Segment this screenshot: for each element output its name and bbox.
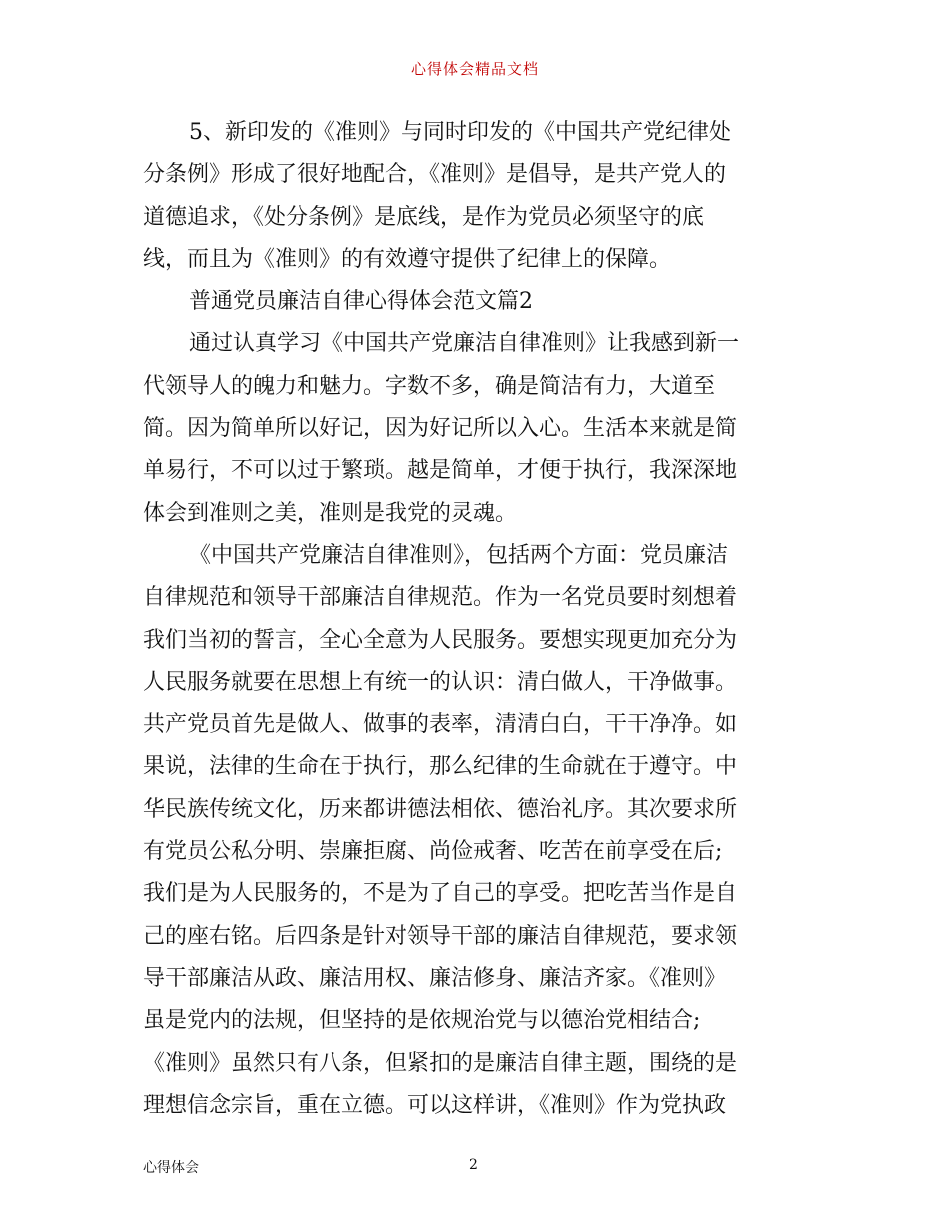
footer-label: 心得体会 <box>143 1160 199 1176</box>
body-line: 共产党员首先是做人、做事的表率，清清白白，干干净净。如 <box>143 712 738 738</box>
body-line: 体会到准则之美，准则是我党的灵魂。 <box>143 500 518 526</box>
body-line: 我们当初的誓言，全心全意为人民服务。要想实现更加充分为 <box>143 627 738 653</box>
body-line: 简。因为简单所以好记，因为好记所以入心。生活本来就是简 <box>143 416 738 442</box>
section-heading: 普通党员廉洁自律心得体会范文篇2 <box>189 289 533 315</box>
body-line: 线，而且为《准则》的有效遵守提供了纪律上的保障。 <box>143 246 672 272</box>
body-line: 《准则》虽然只有八条，但紧扣的是廉洁自律主题，围绕的是 <box>143 1050 738 1076</box>
body-line: 虽是党内的法规，但坚持的是依规治党与以德治党相结合; <box>143 1008 701 1034</box>
body-line: 通过认真学习《中国共产党廉洁自律准则》让我感到新一 <box>189 331 740 357</box>
body-line: 分条例》形成了很好地配合，《准则》是倡导，是共产党人的 <box>143 162 727 188</box>
document-header-title: 心得体会精品文档 <box>410 60 539 78</box>
body-line: 《中国共产党廉洁自律准则》，包括两个方面：党员廉洁 <box>189 542 729 568</box>
body-line: 有党员公私分明、崇廉拒腐、尚俭戒奢、吃苦在前享受在后; <box>143 839 723 865</box>
body-line: 华民族传统文化，历来都讲德法相依、德治礼序。其次要求所 <box>143 796 738 822</box>
document-body <box>143 112 813 1127</box>
body-line: 果说，法律的生命在于执行，那么纪律的生命就在于遵守。中 <box>143 754 738 780</box>
body-line: 我们是为人民服务的，不是为了自己的享受。把吃苦当作是自 <box>143 881 738 907</box>
body-line: 5、新印发的《准则》与同时印发的《中国共产党纪律处 <box>189 120 731 145</box>
body-line: 代领导人的魄力和魅力。字数不多，确是简洁有力，大道至 <box>143 373 716 399</box>
body-line: 人民服务就要在思想上有统一的认识：清白做人，干净做事。 <box>143 669 738 695</box>
body-line: 单易行，不可以过于繁琐。越是简单，才便于执行，我深深地 <box>143 458 738 484</box>
page-number: 2 <box>469 1157 478 1173</box>
body-line: 道德追求，《处分条例》是底线，是作为党员必须坚守的底 <box>143 204 705 230</box>
body-line: 自律规范和领导干部廉洁自律规范。作为一名党员要时刻想着 <box>143 585 738 611</box>
body-line: 导干部廉洁从政、廉洁用权、廉洁修身、廉洁齐家。《准则》 <box>143 965 727 991</box>
body-line: 理想信念宗旨，重在立德。可以这样讲，《准则》作为党执政 <box>143 1092 727 1118</box>
body-line: 己的座右铭。后四条是针对领导干部的廉洁自律规范，要求领 <box>143 923 738 949</box>
